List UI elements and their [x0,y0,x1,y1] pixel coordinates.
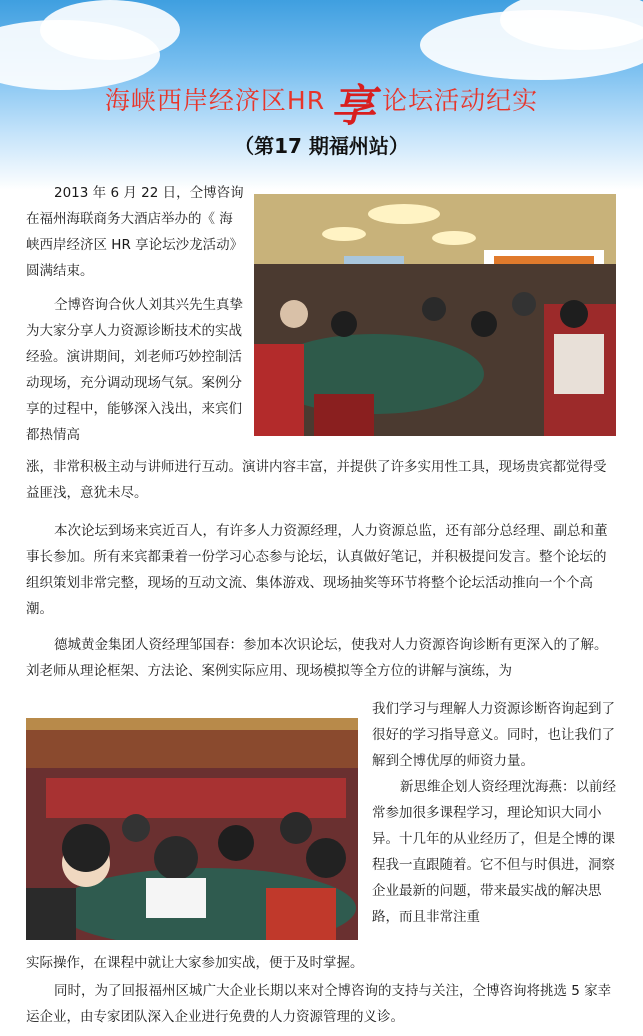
paragraph-3: 本次论坛到场来宾近百人，有许多人力资源经理，人力资源总监，还有部分总经理、副总和董事长参加。所有来宾都秉着一份学习心态参与论坛，认真做好笔记，并积极提问发言。整个论坛的组织策划非常完整，现场的互动文流、集体游戏、现场抽奖等环节将整个论坛活动推向一个个高潮。 [26,523,608,617]
paragraph-5-part-1: 新思维企划人资经理沈海燕：以前经常参加很多课程学习，理论知识大同小异。十几年的从业经历了，但是仝博的课程我一直跟随着。它不但与时俱进，洞察企业最新的问题，带来最实战的解决思路，而且非常注重 [372,779,616,925]
paragraph-2-part-2: 涨，非常积极主动与讲师进行互动。演讲内容丰富，并提供了许多实用性工具，现场贵宾都觉得受益匪浅，意犹未尽。 [26,459,607,501]
seminar-photo-1-image [254,194,616,436]
paragraph-4-part-2: 我们学习与理解人力资源诊断咨询起到了很好的学习指导意义。同时，也让我们了解到仝博优厚的师资力量。 [372,701,615,769]
seminar-photo-2 [26,718,358,940]
cloud-decoration [40,0,180,60]
paragraph-6: 同时，为了回报福州区城广大企业长期以来对仝博咨询的支持与关注，仝博咨询将挑选 5 家幸运企业，由专家团队深入企业进行免费的人力资源管理的义诊。 [26,983,612,1025]
page-subtitle: （第17 期福州站） [234,134,409,158]
paragraph-1: 2013 年 6 月 22 日，仝博咨询在福州海联商务大酒店举办的《 海峡西岸经济区 HR 享论坛沙龙活动》 圆满结束。 [26,185,244,279]
paragraph-5-part-2: 实际操作，在课程中就让大家参加实战，便于及时掌握。 [26,955,364,971]
seminar-photo-2-image [26,718,358,940]
paragraph-2-part-1: 仝博咨询合伙人刘其兴先生真挚为大家分享人力资源诊断技术的实战经验。演讲期间，刘老师巧妙控制活动现场，充分调动现场气氛。案例分享的过程中，能够深入浅出，来宾们都热情高 [26,297,243,443]
seminar-photo-1 [254,194,616,436]
title-right: 论坛活动纪实 [382,86,539,115]
page-title [0,70,643,134]
title-left: 海峡西岸经济区HR [104,86,326,115]
title-mark: 享 [331,81,377,132]
paragraph-4-part-1: 德城黄金集团人资经理邹国春：参加本次识论坛，使我对人力资源咨询诊断有更深入的了解。刘老师从理论框架、方法论、案例实际应用、现场模拟等全方位的讲解与演练，为 [26,637,608,679]
